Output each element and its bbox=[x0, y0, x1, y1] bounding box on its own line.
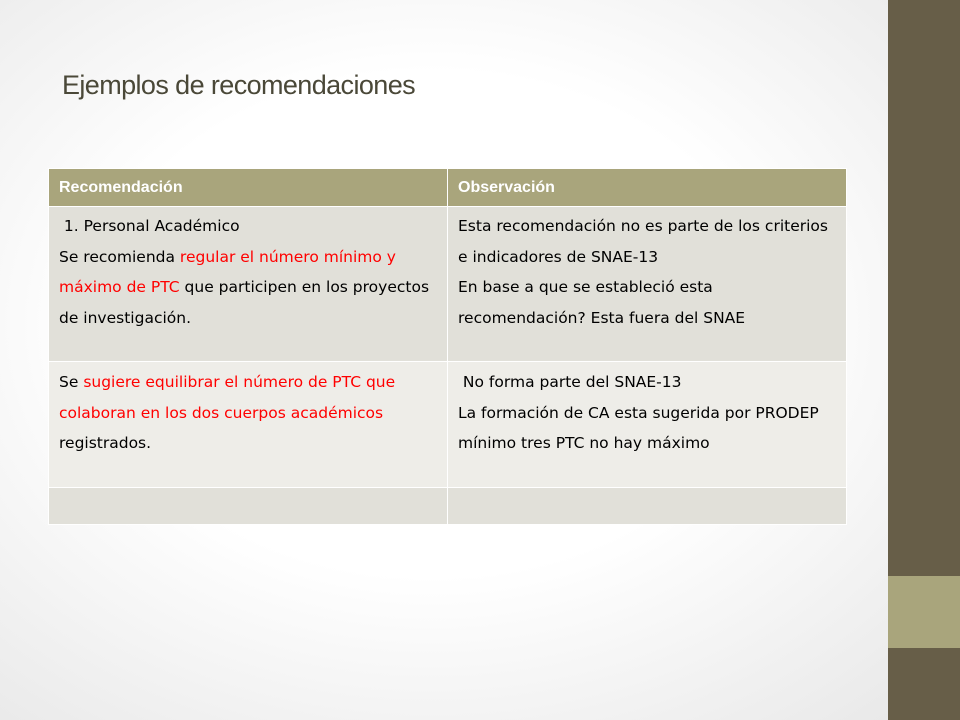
decorative-sidebar-accent bbox=[888, 576, 960, 648]
observation-text: Esta recomendación no es parte de los criterios e indicadores de SNAE-13 bbox=[458, 217, 828, 266]
observation-text: La formación de CA esta sugerida por PRODEP mínimo tres PTC no hay máximo bbox=[458, 403, 819, 452]
recommendation-highlight: regular el número mínimo y máximo de PTC bbox=[59, 247, 396, 296]
slide-title: Ejemplos de recomendaciones bbox=[62, 70, 416, 100]
recommendation-cell bbox=[49, 207, 448, 362]
recommendation-text-end: que participen en los proyectos de investigación. bbox=[59, 278, 434, 327]
observation-text: En base a que se estableció esta recomendación? Esta fuera del SNAE bbox=[458, 278, 746, 327]
recommendation-text: Se recomienda bbox=[59, 247, 180, 266]
recommendation-text-end: registrados. bbox=[59, 403, 389, 452]
table-row bbox=[49, 488, 847, 525]
recommendation-highlight: sugiere equilibrar el número de PTC que colaboran en los dos cuerpos académicos bbox=[59, 373, 396, 422]
recommendation-heading: 1. Personal Académico bbox=[59, 217, 240, 235]
table-row bbox=[49, 362, 847, 488]
observation-cell bbox=[448, 362, 847, 488]
column-header-observacion: Observación bbox=[448, 169, 847, 207]
recommendations-table bbox=[48, 168, 847, 525]
empty-cell bbox=[448, 488, 847, 525]
table-row bbox=[49, 207, 847, 362]
observation-cell bbox=[448, 207, 847, 362]
recommendation-text: Se bbox=[59, 373, 84, 391]
observation-text: No forma parte del SNAE-13 bbox=[458, 373, 682, 391]
recommendation-cell bbox=[49, 362, 448, 488]
column-header-recomendacion: Recomendación bbox=[49, 169, 448, 207]
empty-cell bbox=[49, 488, 448, 525]
table-header-row bbox=[49, 169, 847, 207]
